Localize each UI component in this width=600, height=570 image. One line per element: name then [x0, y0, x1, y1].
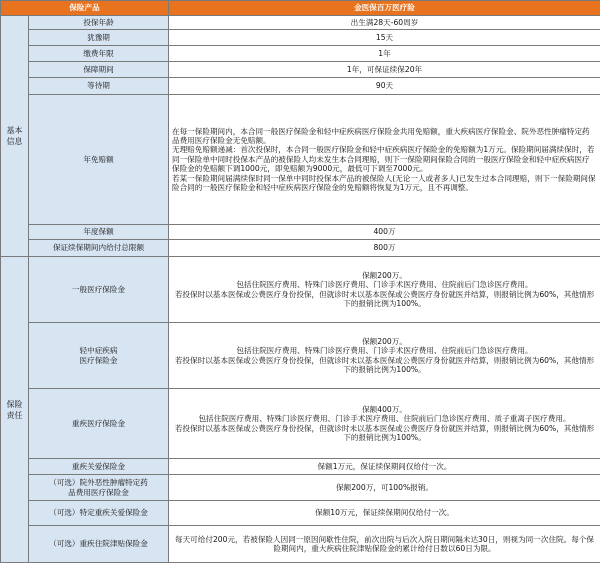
label-drug: （可选）院外恶性肿瘤特定药 品费用医疗保险金: [29, 475, 169, 501]
section-coverage: 保险 责任: [1, 257, 29, 563]
value-general-medical: 保额200万。 包括住院医疗费用、特殊门诊医疗费用、门诊手术医疗费用、住院前后门急诊医疗费用。 若投保时以基本医保或公费医疗身份投保，但就诊时未以基本医保或公费医疗身份就医并结算，则报销比例为60%，其他情形下的报销比例为100%。: [169, 257, 600, 323]
value-guarantee-limit: 800万: [169, 240, 600, 257]
value-waiting: 90天: [169, 78, 600, 95]
deductible-para-1: 在每一保险期间内，本合同一般医疗保险金和轻中症疾病医疗保险金共用免赔额，重大疾病医疗保险金、院外恶性肿瘤特定药品费用医疗保险金无免赔额。: [172, 126, 590, 145]
label-critical-medical: 重疾医疗保险金: [29, 389, 169, 459]
value-drug: 保额200万，可100%报销。: [169, 475, 600, 501]
value-age: 出生满28天-60周岁: [169, 16, 600, 30]
row-allowance: [1, 526, 600, 563]
value-allowance: 每天可给付200元，若被保险人因同一原因间歇性住院，前次出院与后次入院日期间隔未达30日，则视为同一次住院。每个保险期间内，重大疾病住院津贴保险金的累计给付日数以60日为限。: [169, 526, 600, 563]
deductible-para-2: 无理赔免赔额递减：首次投保时，本合同一般医疗保险金和轻中症疾病医疗保险金的免赔额为1万元。保险期间届满续保时，若同一保险单中同时投保本产品的被保险人均未发生本合同理赔，则下一保险期间保险合同的一般医疗保险金和轻中症疾病医疗保险金的免赔额下调1000元，即免赔额为9000元，最低可下调至7000元。: [172, 145, 595, 174]
row-care-optional: [1, 501, 600, 526]
label-age: 投保年龄: [29, 16, 169, 30]
header-row: [1, 1, 600, 16]
section-basic-info: 基本 信息: [1, 16, 29, 257]
value-critical-medical: 保额400万。 包括住院医疗费用、特殊门诊医疗费用、门诊手术医疗费用、住院前后门急诊医疗费用、质子重离子医疗费用。 若投保时以基本医保或公费医疗身份投保，但就诊时未以基本医保或公费医疗身份就医并结算，则报销比例为60%，其他情形下的报销比例为100%。: [169, 389, 600, 459]
value-care: 保额1万元，保证续保期间仅给付一次。: [169, 459, 600, 475]
label-payment: 缴费年限: [29, 46, 169, 62]
row-deductible: [1, 95, 600, 225]
row-critical-medical: [1, 389, 600, 459]
value-cooling: 15天: [169, 30, 600, 46]
label-care: 重疾关爱保险金: [29, 459, 169, 475]
value-care-optional: 保额10万元，保证续保期间仅给付一次。: [169, 501, 600, 526]
row-general-medical: [1, 257, 600, 323]
row-care: [1, 459, 600, 475]
header-product: 保险产品: [1, 1, 169, 16]
value-annual-limit: 400万: [169, 225, 600, 240]
value-mild-medical: 保额200万。 包括住院医疗费用、特殊门诊医疗费用、门诊手术医疗费用、住院前后门急诊医疗费用。 若投保时以基本医保或公费医疗身份投保，但就诊时未以基本医保或公费医疗身份就医并结算，则报销比例为60%，其他情形下的报销比例为100%。: [169, 323, 600, 389]
label-mild-medical: 轻中症疾病 医疗保险金: [29, 323, 169, 389]
deductible-para-3: 若某一保险期间届满续保时同一保单中同时投保本产品的被保险人(无论一人或者多人)已发生过本合同理赔，则下一保险期间保险合同的一般医疗保险金和轻中症疾病医疗保险金的免赔额将恢复为1万元，且不再调整。: [172, 173, 596, 193]
row-period: [1, 62, 600, 78]
label-general-medical: 一般医疗保险金: [29, 257, 169, 323]
value-period: 1年，可保证续保20年: [169, 62, 600, 78]
label-deductible: 年免赔额: [29, 95, 169, 225]
row-cooling: [1, 30, 600, 46]
label-waiting: 等待期: [29, 78, 169, 95]
label-care-optional: （可选）特定重疾关爱保险金: [29, 501, 169, 526]
row-annual-limit: [1, 225, 600, 240]
label-allowance: （可选）重疾住院津贴保险金: [29, 526, 169, 563]
row-drug: [1, 475, 600, 501]
label-period: 保障期间: [29, 62, 169, 78]
row-age: [1, 16, 600, 30]
row-mild-medical: [1, 323, 600, 389]
row-waiting: [1, 78, 600, 95]
header-product-name: 金医保百万医疗险: [169, 1, 600, 16]
label-cooling: 犹豫期: [29, 30, 169, 46]
value-deductible: [169, 95, 600, 225]
label-guarantee-limit: 保证续保期间内给付总限额: [29, 240, 169, 257]
value-payment: 1年: [169, 46, 600, 62]
label-annual-limit: 年度保额: [29, 225, 169, 240]
row-guarantee-limit: [1, 240, 600, 257]
row-payment: [1, 46, 600, 62]
